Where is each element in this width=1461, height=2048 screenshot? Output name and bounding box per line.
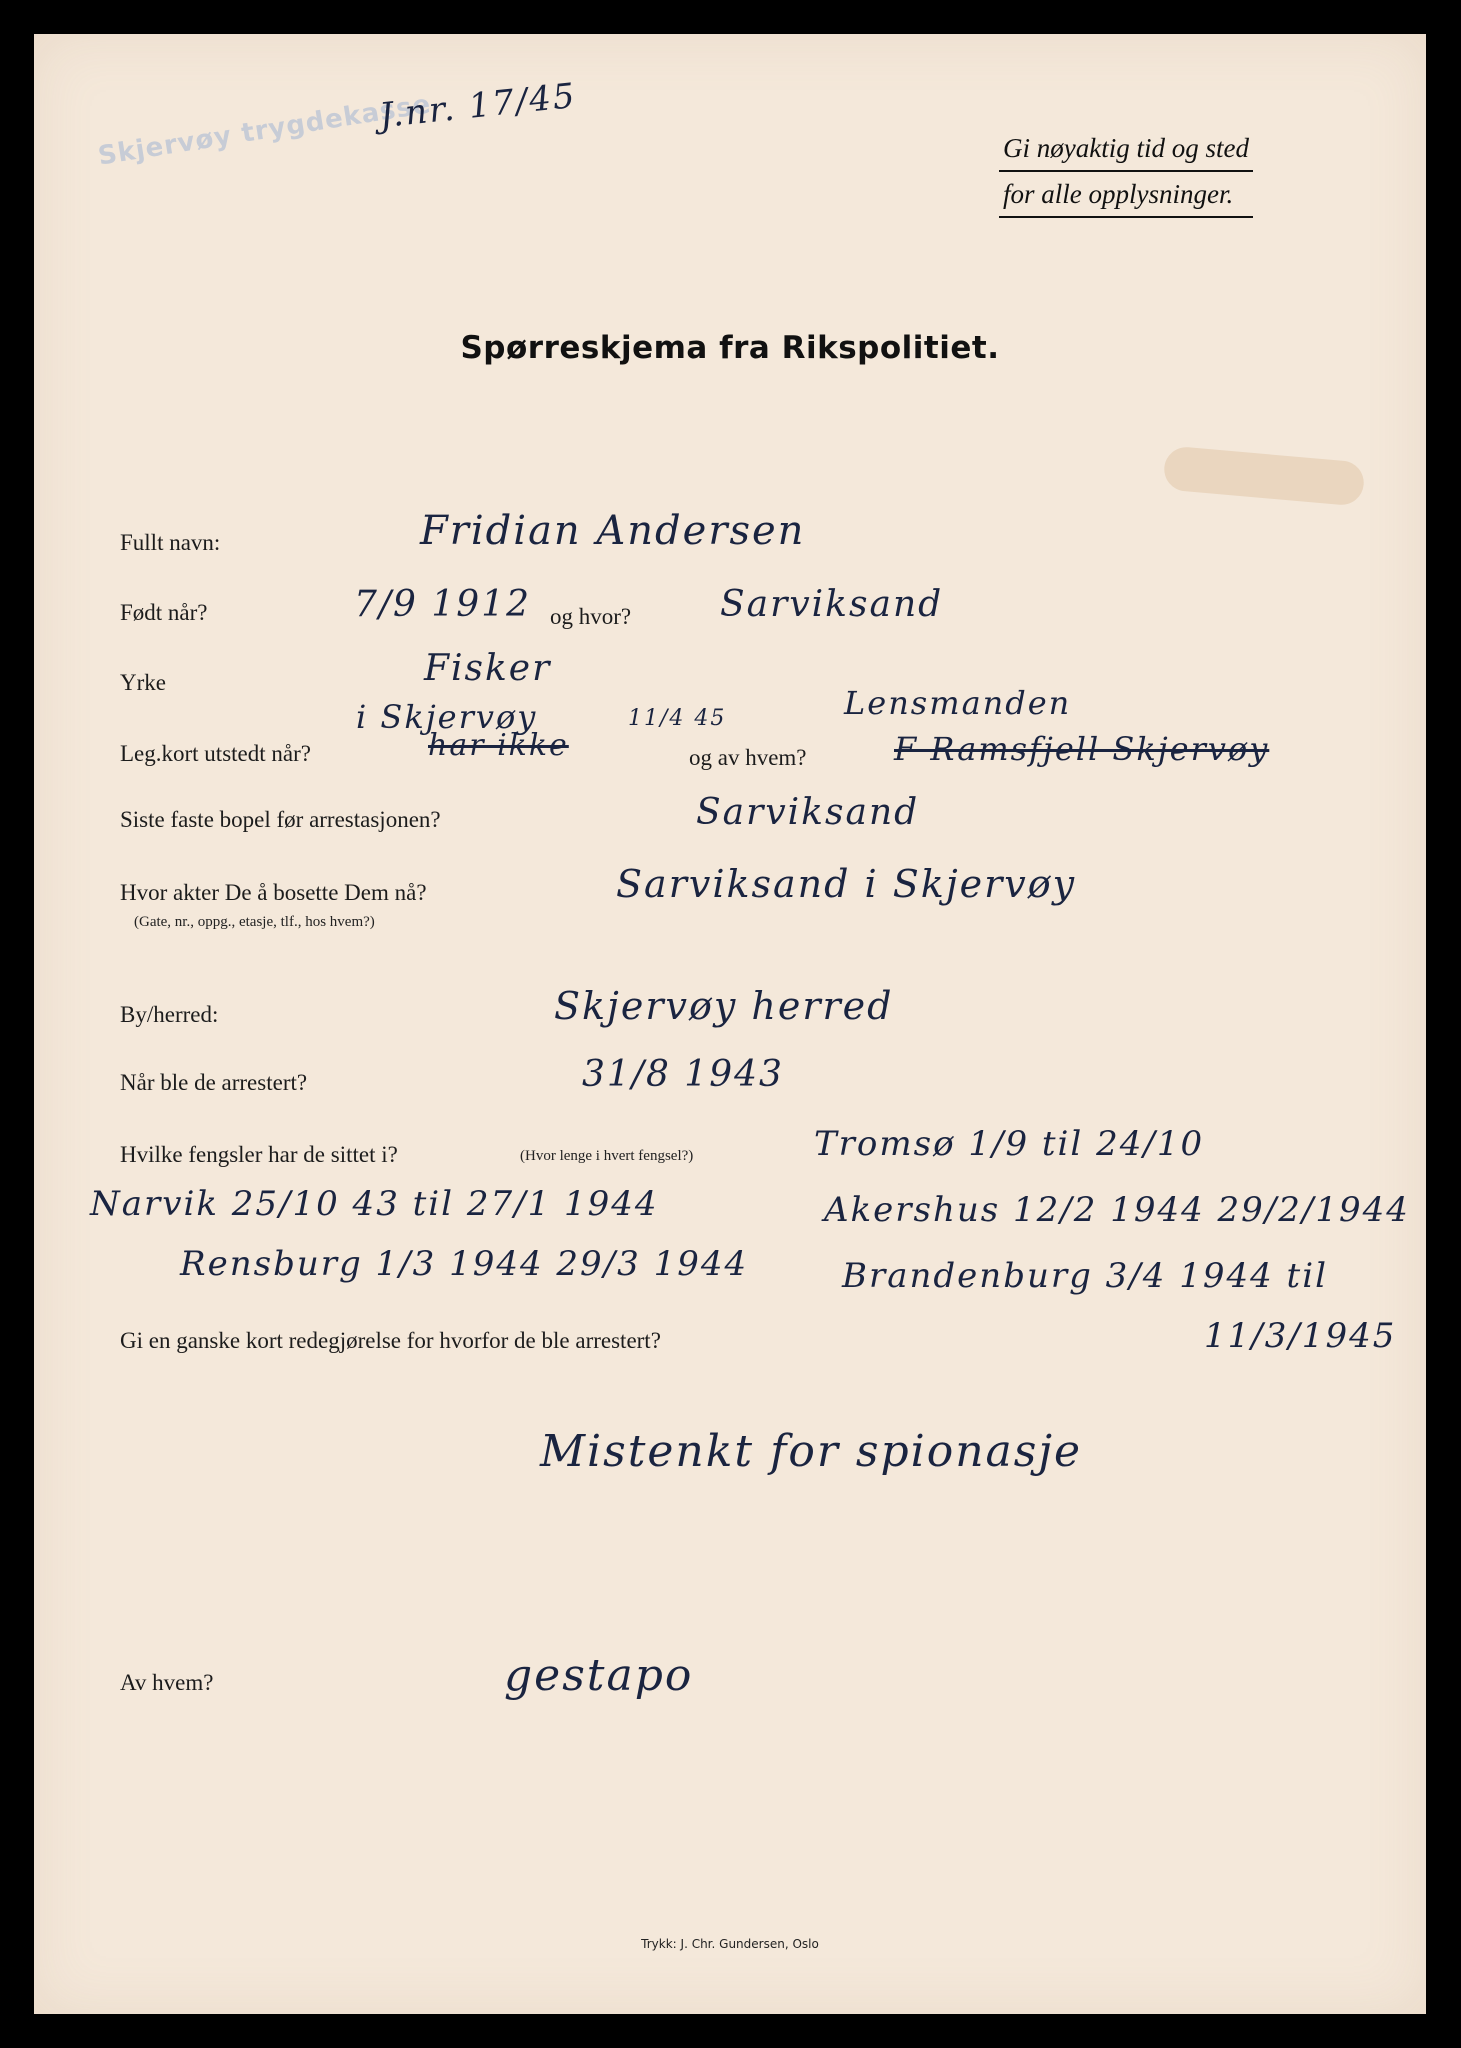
by-whom-label: Av hvem? bbox=[120, 1670, 214, 1695]
prison-line-akershus: Akershus 12/2 1944 29/2/1944 bbox=[824, 1190, 1410, 1230]
legkort-who-above: Lensmanden bbox=[844, 684, 1072, 722]
settle-label: Hvor akter De å bosette Dem nå? bbox=[120, 880, 427, 905]
instructions-line-2: for alle opplysninger. bbox=[999, 172, 1253, 218]
legkort-who-struck-value: F Ramsfjell Skjervøy bbox=[894, 730, 1270, 768]
form-paper bbox=[34, 34, 1426, 2014]
prison-line-narvik: Narvik 25/10 43 til 27/1 1944 bbox=[90, 1184, 659, 1224]
settle-sublabel: (Gate, nr., oppg., etasje, tlf., hos hvem?) bbox=[134, 914, 375, 930]
born-where-value: Sarviksand bbox=[720, 584, 944, 625]
reason-value: Mistenkt for spionasje bbox=[540, 1426, 1083, 1477]
legkort-when-label: Leg.kort utstedt når? bbox=[120, 741, 311, 766]
instructions-line-1: Gi nøyaktig tid og sted bbox=[999, 126, 1253, 172]
journal-number-note: J.nr. 17/45 bbox=[377, 75, 579, 137]
born-where-label: og hvor? bbox=[550, 604, 632, 629]
arrested-when-label: Når ble de arrestert? bbox=[120, 1070, 308, 1095]
full-name-label: Fullt navn: bbox=[120, 530, 221, 555]
full-name-value: Fridian Andersen bbox=[420, 508, 806, 554]
legkort-small-date: 11/4 45 bbox=[628, 706, 727, 731]
occupation-value: Fisker bbox=[424, 648, 552, 689]
form-title: Spørreskjema fra Rikspolitiet. bbox=[460, 330, 1000, 366]
municipality-value: Skjervøy herred bbox=[554, 984, 894, 1028]
prison-line-brandenburg: Brandenburg 3/4 1944 til bbox=[842, 1256, 1328, 1296]
born-when-label: Født når? bbox=[120, 600, 208, 625]
reason-label: Gi en ganske kort redegjørelse for hvorfor de ble arrestert? bbox=[120, 1328, 661, 1353]
settle-value: Sarviksand i Skjervøy bbox=[616, 862, 1077, 906]
legkort-who-label: og av hvem? bbox=[689, 745, 807, 770]
prisons-label: Hvilke fengsler har de sittet i? bbox=[120, 1142, 398, 1167]
paper-stain bbox=[1162, 445, 1365, 506]
prisons-sublabel: (Hvor lenge i hvert fengsel?) bbox=[520, 1148, 694, 1164]
last-address-label: Siste faste bopel før arrestasjonen? bbox=[120, 807, 441, 832]
prison-line-tromso: Tromsø 1/9 til 24/10 bbox=[814, 1124, 1205, 1164]
institution-stamp: Skjervøy trygdekasse bbox=[96, 89, 434, 172]
born-when-value: 7/9 1912 bbox=[354, 584, 531, 625]
prison-line-rensburg: Rensburg 1/3 1944 29/3 1944 bbox=[180, 1244, 749, 1284]
by-whom-value: gestapo bbox=[504, 1650, 694, 1701]
last-address-value: Sarviksand bbox=[696, 792, 920, 833]
printer-imprint: Trykk: J. Chr. Gundersen, Oslo bbox=[641, 1937, 819, 1951]
occupation-label: Yrke bbox=[120, 670, 166, 695]
legkort-place-above: i Skjervøy bbox=[356, 698, 538, 736]
arrested-when-value: 31/8 1943 bbox=[582, 1054, 784, 1095]
municipality-label: By/herred: bbox=[120, 1002, 219, 1027]
instructions-box bbox=[999, 126, 1253, 218]
prison-line-release-date: 11/3/1945 bbox=[1204, 1316, 1397, 1356]
legkort-when-struck-value: har ikke bbox=[428, 728, 569, 763]
